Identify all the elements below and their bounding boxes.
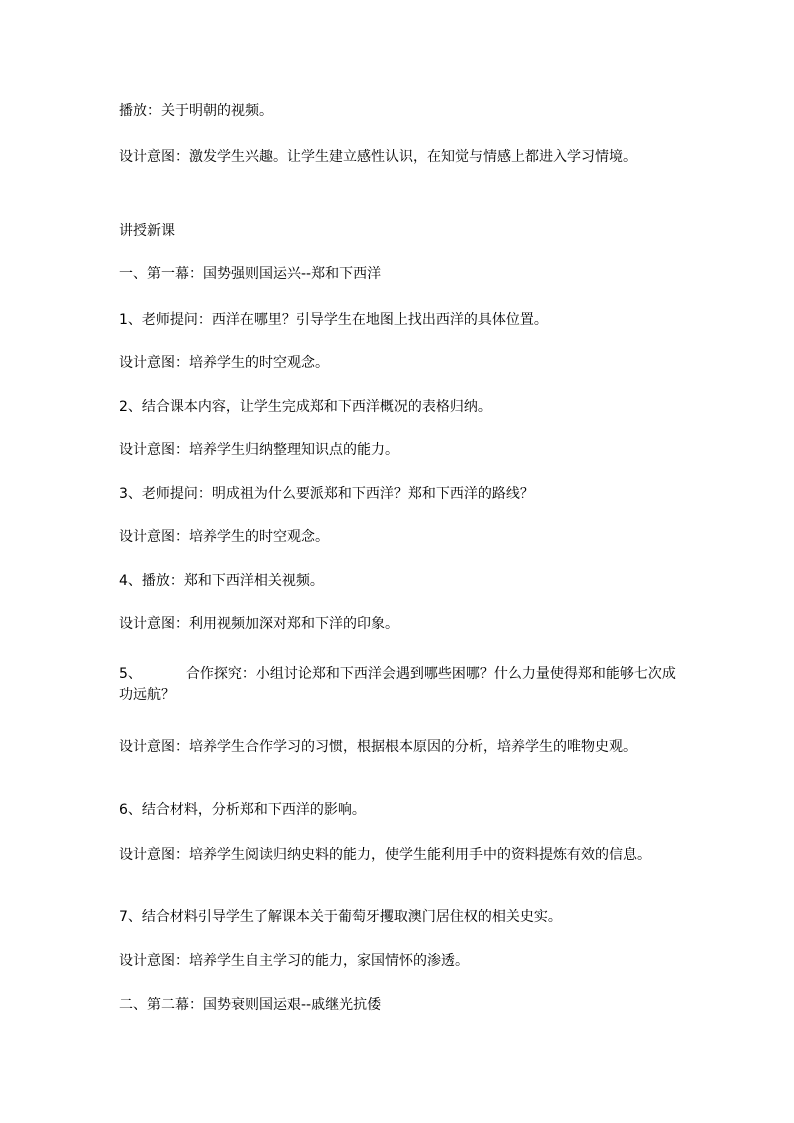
paragraph-item-4: 4、播放：郑和下西洋相关视频。: [119, 573, 324, 589]
paragraph-item-2: 2、结合课本内容，让学生完成郑和下西洋概况的表格归纳。: [119, 399, 492, 415]
paragraph-design-intent-1: 设计意图：激发学生兴趣。让学生建立感性认识，在知觉与情感上都进入学习情境。: [119, 149, 637, 165]
paragraph-item-6: 6、结合材料，分析郑和下西洋的影响。: [119, 802, 366, 818]
section-heading-act-2: 二、第二幕：国势衰则国运艰--戚继光抗倭: [119, 997, 382, 1013]
paragraph-design-intent-4: 设计意图：培养学生的时空观念。: [119, 529, 329, 545]
paragraph-item-5: [119, 664, 679, 706]
paragraph-design-intent-8: 设计意图：培养学生自主学习的能力，家国情怀的渗透。: [119, 953, 469, 969]
paragraph-design-intent-6: 设计意图：培养学生合作学习的习惯，根据根本原因的分析，培养学生的唯物史观。: [119, 739, 637, 755]
paragraph-design-intent-5: 设计意图：利用视频加深对郑和下洋的印象。: [119, 616, 399, 632]
paragraph-new-lesson-heading: 讲授新课: [119, 223, 175, 239]
paragraph-design-intent-7: 设计意图：培养学生阅读归纳史料的能力，使学生能利用手中的资料提炼有效的信息。: [119, 847, 651, 863]
paragraph-design-intent-3: 设计意图：培养学生归纳整理知识点的能力。: [119, 442, 399, 458]
paragraph-item-1: 1、老师提问：西洋在哪里？引导学生在地图上找出西洋的具体位置。: [119, 312, 548, 328]
item-5-text: 合作探究：小组讨论郑和下西洋会遇到哪些困哪？什么力量使得郑和能够七次成功远航？: [119, 666, 676, 703]
section-heading-act-1: 一、第一幕：国势强则国运兴--郑和下西洋: [119, 266, 382, 282]
paragraph-item-7: 7、结合材料引导学生了解课本关于葡萄牙攫取澳门居住权的相关史实。: [119, 909, 562, 925]
item-5-number: 5、: [119, 666, 142, 682]
paragraph-design-intent-2: 设计意图：培养学生的时空观念。: [119, 355, 329, 371]
paragraph-item-3: 3、老师提问：明成祖为什么要派郑和下西洋？郑和下西洋的路线？: [119, 486, 534, 502]
paragraph-play-video: 播放：关于明朝的视频。: [119, 103, 273, 119]
